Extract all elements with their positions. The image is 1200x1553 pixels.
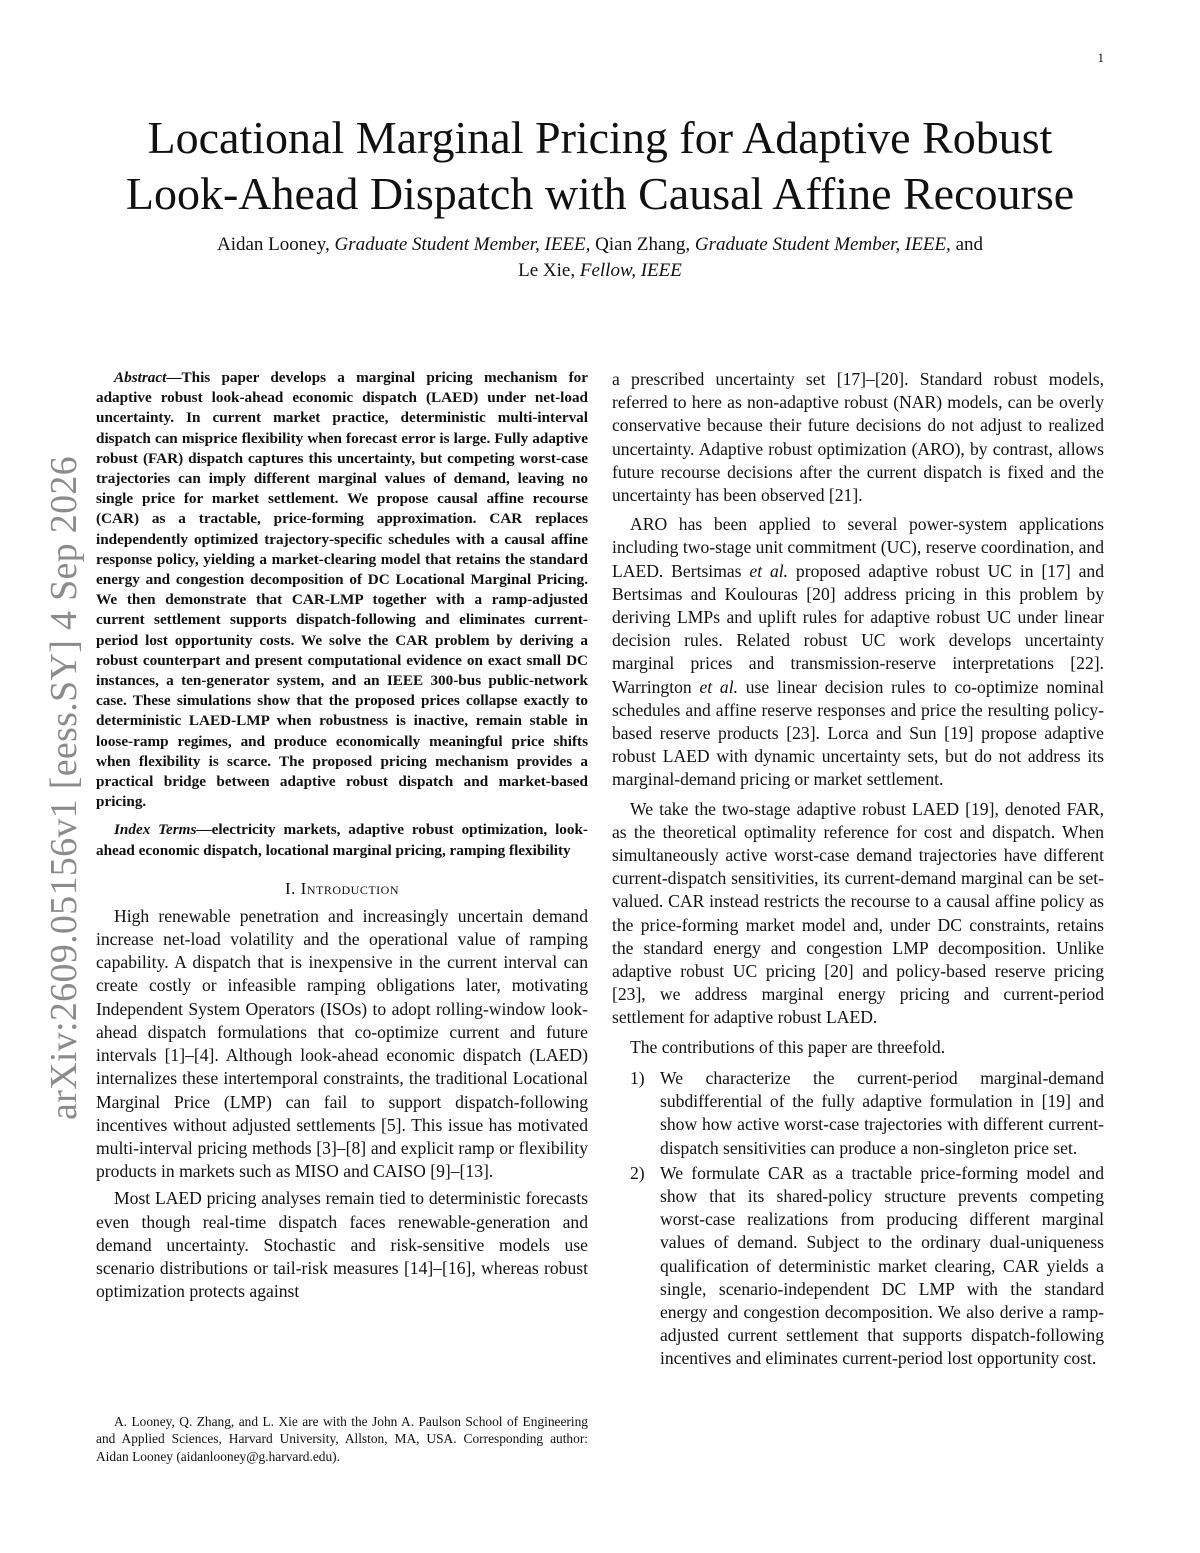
intro-paragraph-2: Most LAED pricing analyses remain tied to deterministic forecasts even though real-time dispatch faces renewable-generation and demand uncertainty. Stochastic and risk-sensitive models use scenario distributions or tail-risk measures [14]–[16], whereas robust optimization protects against xyxy=(96,1188,588,1302)
list-item xyxy=(612,1162,1104,1371)
intro-paragraph-3: a prescribed uncertainty set [17]–[20]. Standard robust models, referred to here as non-adaptive robust (NAR) models, can be overly conservative because their future decisions do not adjust to realized uncertainty. Adaptive robust optimization (ARO), by contrast, allows future recourse decisions after the current dispatch is fixed and the uncertainty has been observed [21]. xyxy=(612,369,1104,506)
abstract-label: Abstract xyxy=(114,369,167,386)
author-2-role: Graduate Student Member, IEEE, xyxy=(694,234,951,255)
contributions-list xyxy=(612,1067,1104,1371)
p4-part-a: ARO has been applied to several power-system applications including two-stage unit commitment (UC), reserve coordination, and LAED. Bertsimas xyxy=(612,514,1105,581)
list-item-text: We formulate CAR as a tractable price-forming model and show that its shared-policy structure prevents competing worst-case realizations from producing different marginal values of demand. Subject to the ordinary dual-uniqueness qualification of deterministic market clearing, CAR yields a single, scenario-independent DC LMP with the standard energy and congestion decomposition. We also derive a ramp-adjusted current settlement that supports dispatch-following incentives and eliminates current-period lost opportunity cost. xyxy=(660,1162,1104,1369)
paper-title xyxy=(60,110,1140,222)
intro-paragraph-5: We take the two-stage adaptive robust LAED [19], denoted FAR, as the theoretical optimality reference for cost and dispatch. When simultaneously active worst-case demand trajectories have different current-dispatch sensitivities, its current-demand marginal can be set-valued. CAR instead restricts the recourse to a causal affine policy as the price-forming market model and, under DC constraints, retains the standard energy and congestion LMP decomposition. Unlike adaptive robust UC pricing [20] and policy-based reserve pricing [23], we address marginal energy pricing and current-period settlement for adaptive robust LAED. xyxy=(612,798,1104,1028)
list-item-number: 2) xyxy=(630,1162,645,1183)
index-terms-text: —electricity markets, adaptive robust optimization, look-ahead economic dispatch, locational marginal pricing, ramping flexibility xyxy=(96,821,588,859)
index-terms xyxy=(96,820,588,860)
intro-paragraph-1: High renewable penetration and increasingly uncertain demand increase net-load volatility and the operational value of ramping capability. A dispatch that is inexpensive in the current interval can create costly or infeasible ramping obligations later, motivating Independent System Operators (ISOs) to adopt rolling-window look-ahead dispatch formulations that co-optimize current and future intervals [1]–[4]. Although look-ahead economic dispatch (LAED) internalizes these intertemporal constraints, the traditional Locational Marginal Price (LMP) can fail to support dispatch-following incentives without adjusted settlements [5]. This issue has motivated multi-interval pricing methods [3]–[8] and explicit ramp or flexibility products in markets such as MISO and CAISO [9]–[13]. xyxy=(96,905,588,1182)
author-line-1 xyxy=(60,232,1140,258)
author-2-name: Qian Zhang, xyxy=(595,234,691,255)
abstract xyxy=(96,368,588,812)
author-3-role: Fellow, IEEE xyxy=(579,260,682,281)
left-column xyxy=(96,368,588,1307)
section-heading-introduction: I. Introduction xyxy=(285,878,399,898)
author-affiliation-footnote: A. Looney, Q. Zhang, and L. Xie are with the John A. Paulson School of Engineering and Applied Sciences, Harvard University, Allston, MA, USA. Corresponding author: Aidan Looney (aidanlooney@g.harvard.edu). xyxy=(96,1414,588,1464)
title-line-2: Look-Ahead Dispatch with Causal Affine Recourse xyxy=(125,168,1075,219)
list-item xyxy=(612,1067,1104,1160)
p4-part-b: proposed adaptive robust UC in [17] and Bertsimas and Koulouras [20] address pricing in this problem by deriving LMPs and uplift rules for adaptive robust UC under linear decision rules. Related robust UC work develops uncertainty marginal prices and transmission-reserve interpretations [22]. Warrington xyxy=(612,560,1105,697)
abstract-text: —This paper develops a marginal pricing mechanism for adaptive robust look-ahead economic dispatch (LAED) under net-load uncertainty. In current market practice, deterministic multi-interval dispatch can misprice flexibility when forecast error is large. Fully adaptive robust (FAR) dispatch captures this uncertainty, but competing worst-case trajectories can imply different marginal values of demand, leaving no single price for market settlement. We propose causal affine recourse (CAR) as a tractable, price-forming approximation. CAR replaces independently optimized trajectory-specific schedules with a causal affine response policy, yielding a market-clearing model that retains the standard energy and congestion decomposition of DC Locational Marginal Pricing. We then demonstrate that CAR-LMP together with a ramp-adjusted current settlement supports dispatch-following and eliminates current-period lost opportunity costs. We solve the CAR problem by deriving a robust counterpart and present computational evidence on exact small DC instances, a ten-generator system, and an IEEE 300-bus public-network case. These simulations show that the proposed prices collapse exactly to deterministic LAED-LMP when robustness is inactive, remain stable in loose-ramp regimes, and produce economically meaningful price shifts when flexibility is scarce. The proposed pricing mechanism provides a practical bridge between adaptive robust dispatch and market-based pricing. xyxy=(96,369,588,811)
author-3-name: Le Xie, xyxy=(518,260,576,281)
title-line-1: Locational Marginal Pricing for Adaptive Robust xyxy=(147,112,1053,163)
right-column xyxy=(612,368,1104,1373)
author-line-2 xyxy=(60,258,1140,284)
page-number: 1 xyxy=(1097,50,1104,65)
author-1-role: Graduate Student Member, IEEE, xyxy=(334,234,591,255)
index-terms-label: Index Terms xyxy=(114,821,197,839)
author-1-name: Aidan Looney, xyxy=(216,234,330,255)
intro-paragraph-6: The contributions of this paper are threefold. xyxy=(630,1036,946,1057)
p4-part-c: use linear decision rules to co-optimize nominal schedules and affine reserve responses and price the resulting policy-based reserve products [23]. Lorca and Sun [19] propose adaptive robust LAED with dynamic uncertainty sets, but do not address its marginal-demand pricing or market settlement. xyxy=(612,676,1104,790)
author-conjunction: and xyxy=(955,234,983,255)
intro-paragraph-4 xyxy=(612,513,1104,791)
p4-etal-1: et al. xyxy=(749,560,789,581)
list-item-text: We characterize the current-period marginal-demand subdifferential of the fully adaptive formulation in [19] and show how active worst-case trajectories with different current-dispatch sensitivities can produce a non-singleton price set. xyxy=(660,1067,1104,1158)
author-list xyxy=(60,232,1140,284)
arxiv-identifier-stamp: arXiv:2609.05156v1 [eess.SY] 4 Sep 2026 xyxy=(43,456,85,1120)
p4-etal-2: et al. xyxy=(699,676,738,697)
list-item-number: 1) xyxy=(630,1067,645,1088)
